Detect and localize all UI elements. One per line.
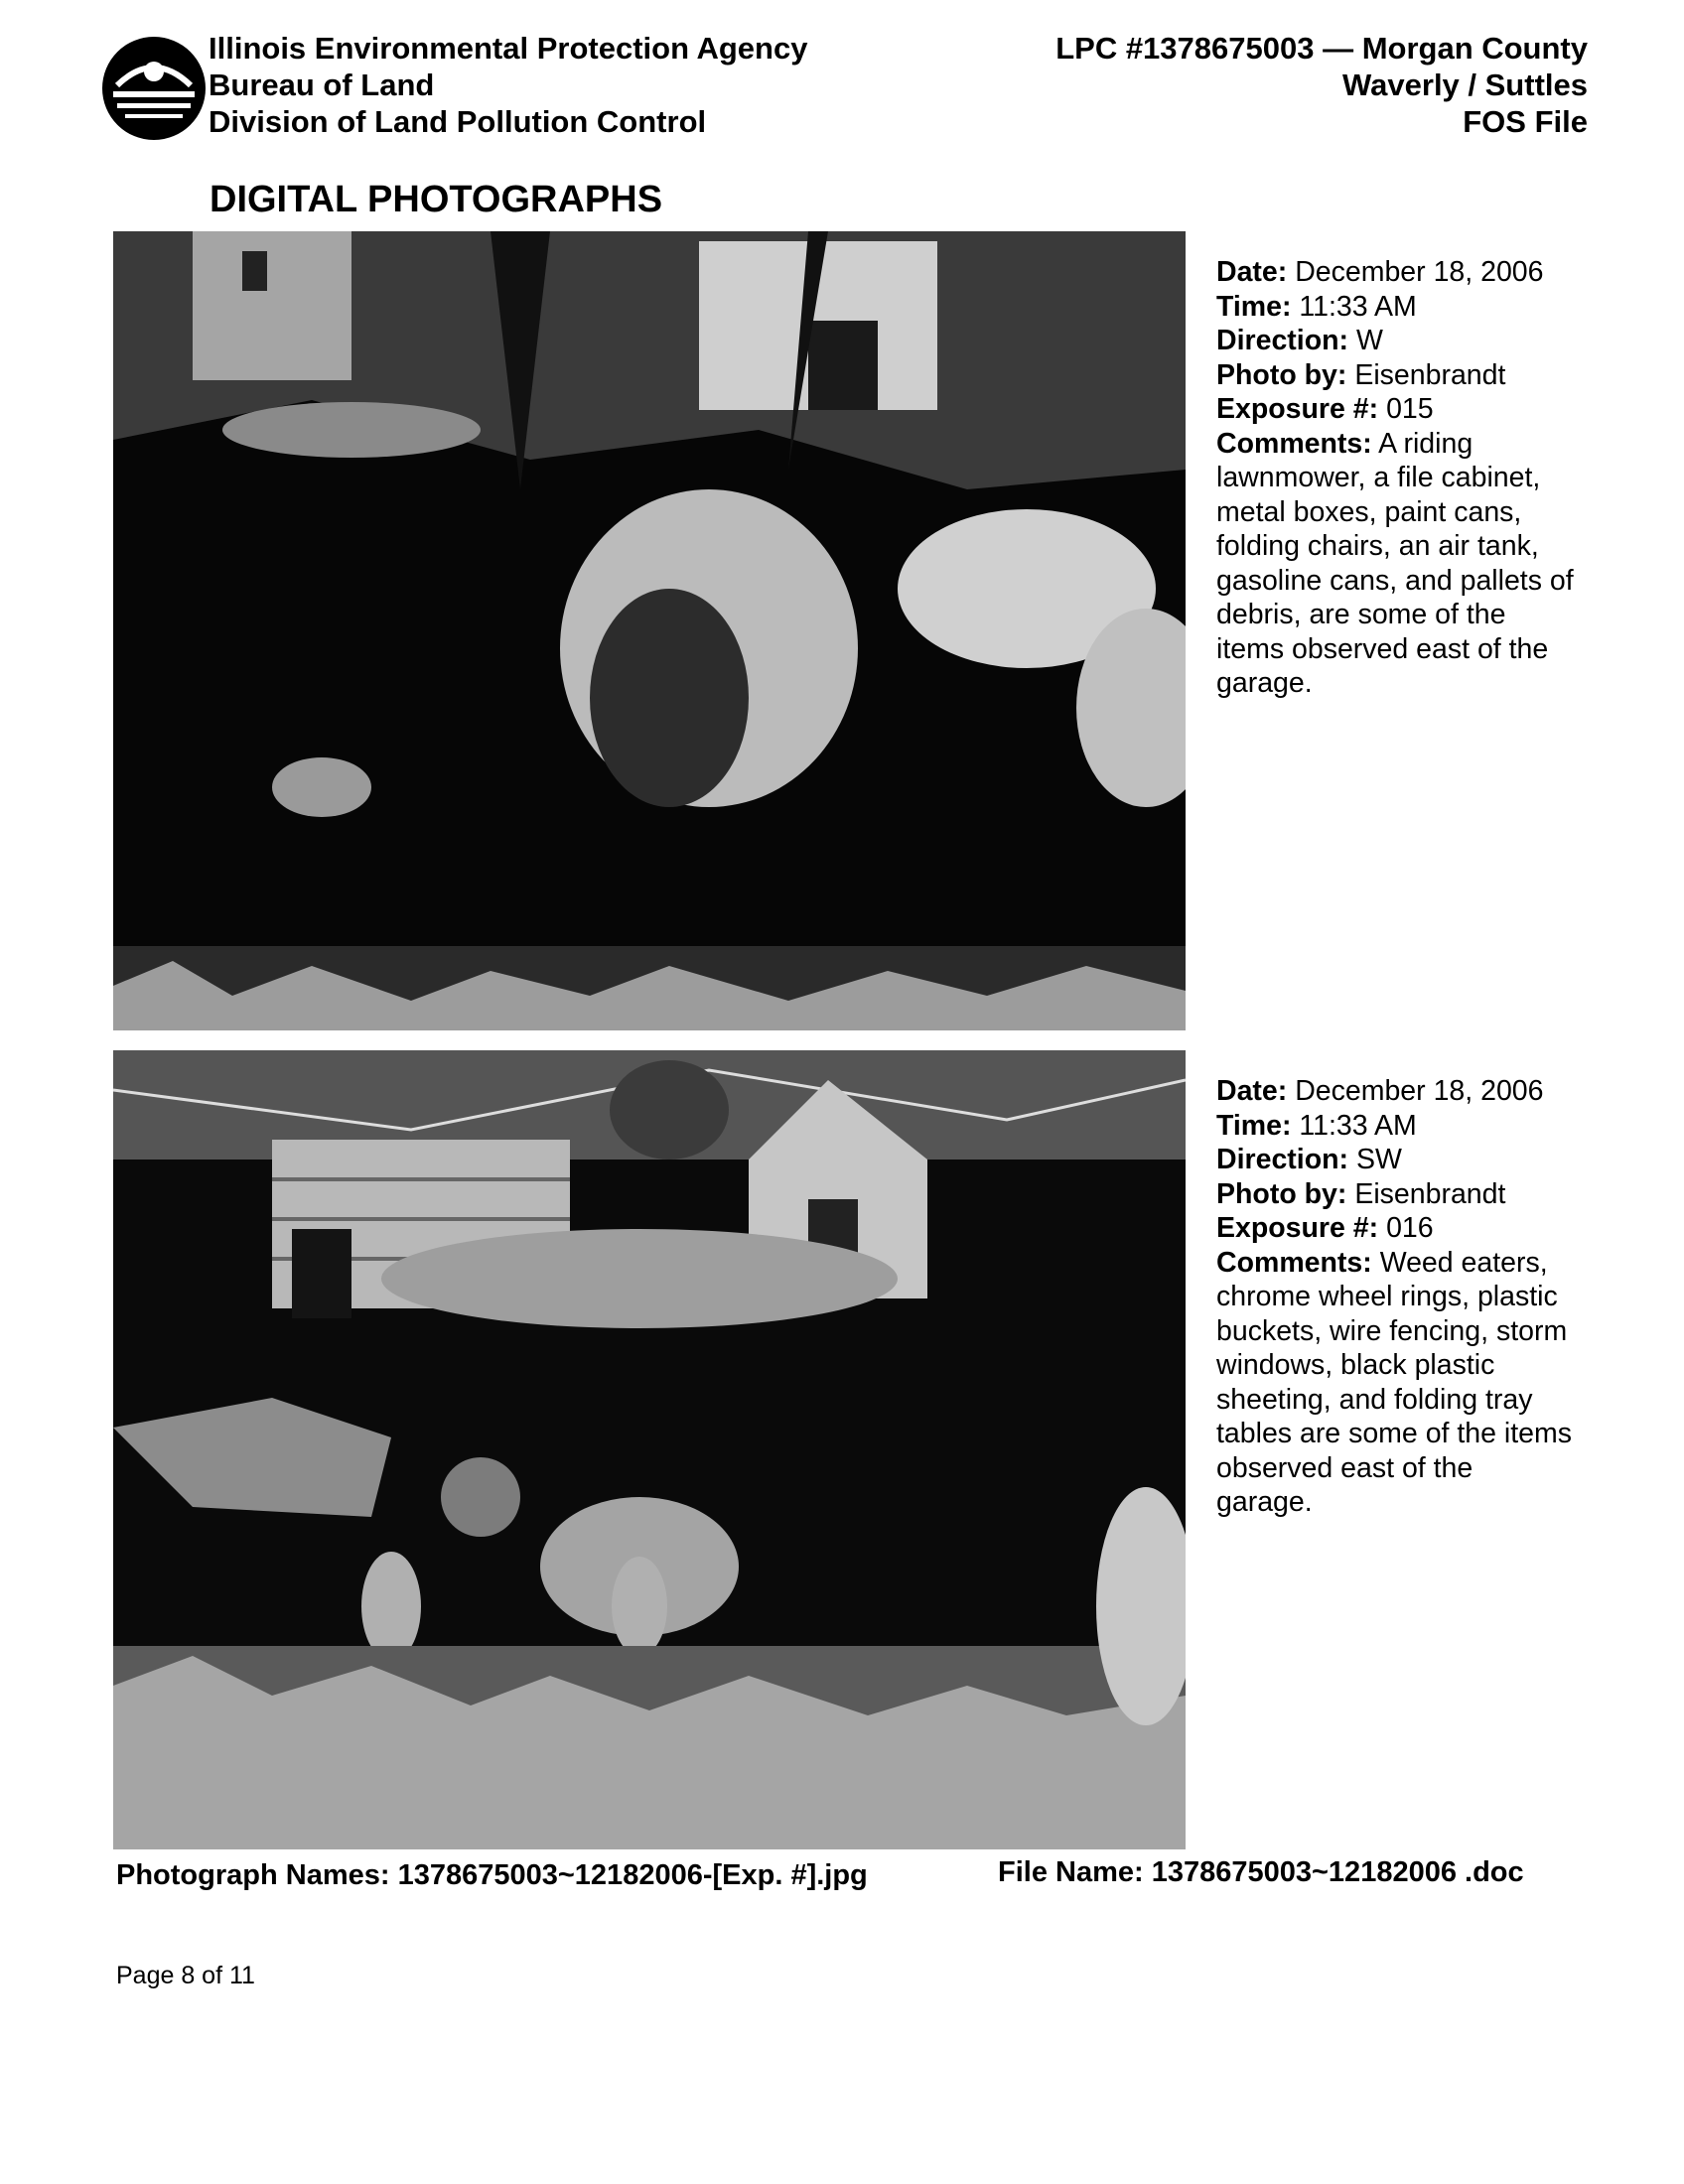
photo-2-comments: Weed eaters, chrome wheel rings, plastic buckets, wire fencing, storm windows, black plastic sheeting, and folding tray tables are some of the items observed east of the garage. bbox=[1216, 1246, 1573, 1518]
photo-2-direction-row bbox=[1216, 1143, 1574, 1177]
photo-2-time-row bbox=[1216, 1109, 1574, 1144]
site-name: Waverly / Suttles bbox=[1342, 68, 1588, 102]
agency-name: Illinois Environmental Protection Agency bbox=[209, 31, 808, 66]
date-label: Date: bbox=[1216, 1075, 1288, 1107]
photo-2-photographer: Eisenbrandt bbox=[1354, 1177, 1506, 1210]
agency-block bbox=[209, 30, 807, 140]
photo-2-exposure: 016 bbox=[1386, 1212, 1434, 1244]
direction-label: Direction: bbox=[1216, 1144, 1349, 1175]
photo-1-date-row bbox=[1216, 255, 1574, 290]
photo-2-details bbox=[1216, 1074, 1574, 1520]
section-title: DIGITAL PHOTOGRAPHS bbox=[210, 179, 663, 220]
photo-2-comments-row bbox=[1216, 1246, 1574, 1520]
photo-1-photographer-row bbox=[1216, 358, 1574, 393]
photo-1-time: 11:33 AM bbox=[1299, 290, 1417, 323]
photo-1-date: December 18, 2006 bbox=[1295, 256, 1544, 288]
photo-1-time-row bbox=[1216, 290, 1574, 325]
photo-1 bbox=[113, 231, 1186, 1030]
photo-1-direction-row bbox=[1216, 324, 1574, 358]
photo-2-exposure-row bbox=[1216, 1211, 1574, 1246]
photo-1-comments-row bbox=[1216, 427, 1574, 701]
photo-2-date: December 18, 2006 bbox=[1295, 1075, 1544, 1107]
exposure-label: Exposure #: bbox=[1216, 1212, 1379, 1244]
photograph-names: Photograph Names: 1378675003~12182006-[Exp. #].jpg bbox=[116, 1859, 868, 1891]
photo-2-photographer-row bbox=[1216, 1177, 1574, 1212]
photo-1-exposure-row bbox=[1216, 392, 1574, 427]
photo-1-comments: A riding lawnmower, a file cabinet, metal boxes, paint cans, folding chairs, an air tank, gasoline cans, and pallets of debris, are some of the items observed east of the garage. bbox=[1216, 427, 1574, 699]
time-label: Time: bbox=[1216, 1109, 1292, 1142]
photo-by-label: Photo by: bbox=[1216, 1177, 1347, 1210]
division-name: Division of Land Pollution Control bbox=[209, 104, 707, 139]
photo-1-photographer: Eisenbrandt bbox=[1354, 358, 1506, 391]
file-name: File Name: 1378675003~12182006 .doc bbox=[998, 1856, 1524, 1888]
photo-by-label: Photo by: bbox=[1216, 358, 1347, 391]
direction-label: Direction: bbox=[1216, 325, 1349, 356]
lpc-number: LPC #1378675003 — Morgan County bbox=[1055, 31, 1588, 66]
photo-2-image bbox=[113, 1050, 1186, 1849]
exposure-label: Exposure #: bbox=[1216, 393, 1379, 425]
photo-1-exposure: 015 bbox=[1386, 393, 1434, 425]
page-number: Page 8 of 11 bbox=[116, 1962, 255, 1989]
photo-2-direction: SW bbox=[1355, 1144, 1402, 1175]
photo-1-direction: W bbox=[1355, 325, 1383, 356]
photo-2-time: 11:33 AM bbox=[1299, 1109, 1417, 1142]
file-type: FOS File bbox=[1463, 104, 1588, 139]
agency-logo bbox=[99, 34, 209, 143]
photo-1-details bbox=[1216, 255, 1574, 701]
comments-label: Comments: bbox=[1216, 427, 1372, 460]
photo-2-date-row bbox=[1216, 1074, 1574, 1109]
date-label: Date: bbox=[1216, 256, 1288, 288]
photo-1-image bbox=[113, 231, 1186, 1030]
bureau-name: Bureau of Land bbox=[209, 68, 435, 102]
time-label: Time: bbox=[1216, 290, 1292, 323]
comments-label: Comments: bbox=[1216, 1246, 1372, 1279]
site-block bbox=[893, 30, 1588, 140]
photo-2 bbox=[113, 1050, 1186, 1849]
